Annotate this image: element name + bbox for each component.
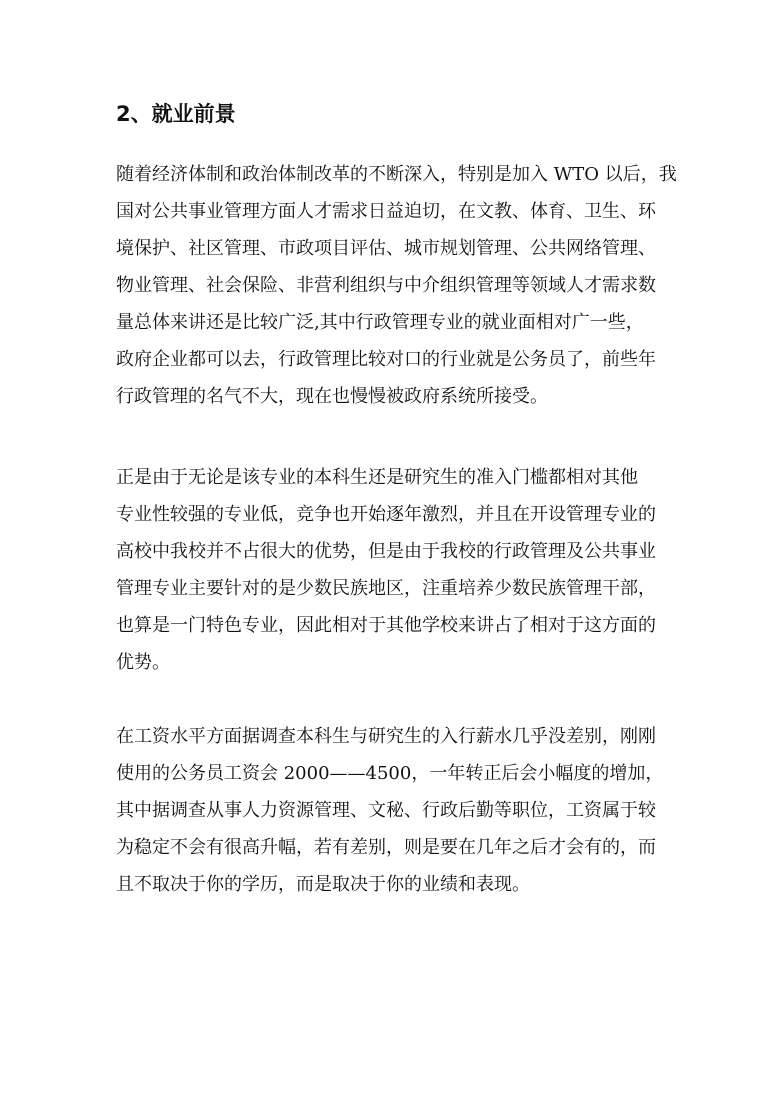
section-heading: 2、就业前景 bbox=[116, 102, 236, 126]
text-line: 为稳定不会有很高升幅，若有差别，则是要在几年之后才会有的，而 bbox=[116, 837, 656, 858]
text-line: 国对公共事业管理方面人才需求日益迫切，在文教、体育、卫生、环 bbox=[116, 201, 656, 222]
paragraph-prospects bbox=[116, 156, 677, 415]
text-line: 行政管理的名气不大，现在也慢慢被政府系统所接受。 bbox=[116, 386, 548, 407]
text-line: 物业管理、社会保险、非营利组织与中介组织管理等领域人才需求数 bbox=[116, 275, 656, 296]
text-line: 随着经济体制和政治体制改革的不断深入，特别是加入 WTO 以后，我 bbox=[116, 164, 677, 185]
text-line: 政府企业都可以去，行政管理比较对口的行业就是公务员了，前些年 bbox=[116, 349, 656, 370]
text-line: 优势。 bbox=[116, 652, 170, 673]
text-line: 也算是一门特色专业，因此相对于其他学校来讲占了相对于这方面的 bbox=[116, 615, 656, 636]
paragraph-competition bbox=[116, 459, 661, 681]
text-line: 正是由于无论是该专业的本科生还是研究生的准入门槛都相对其他 bbox=[116, 467, 638, 488]
text-line: 其中据调查从事人力资源管理、文秘、行政后勤等职位，工资属于较 bbox=[116, 800, 656, 821]
paragraph-salary bbox=[116, 718, 664, 903]
text-line: 管理专业主要针对的是少数民族地区，注重培养少数民族管理干部， bbox=[116, 578, 656, 599]
text-line: 高校中我校并不占很大的优势，但是由于我校的行政管理及公共事业 bbox=[116, 541, 656, 562]
text-line: 使用的公务员工资会 2000——4500，一年转正后会小幅度的增加， bbox=[116, 763, 664, 784]
text-line: 境保护、社区管理、市政项目评估、城市规划管理、公共网络管理、 bbox=[116, 238, 656, 259]
text-line: 在工资水平方面据调查本科生与研究生的入行薪水几乎没差别，刚刚 bbox=[116, 726, 656, 747]
text-line: 量总体来讲还是比较广泛,其中行政管理专业的就业面相对广一些， bbox=[116, 312, 644, 333]
text-line: 专业性较强的专业低，竞争也开始逐年激烈，并且在开设管理专业的 bbox=[116, 504, 656, 525]
text-line: 且不取决于你的学历，而是取决于你的业绩和表现。 bbox=[116, 874, 530, 895]
